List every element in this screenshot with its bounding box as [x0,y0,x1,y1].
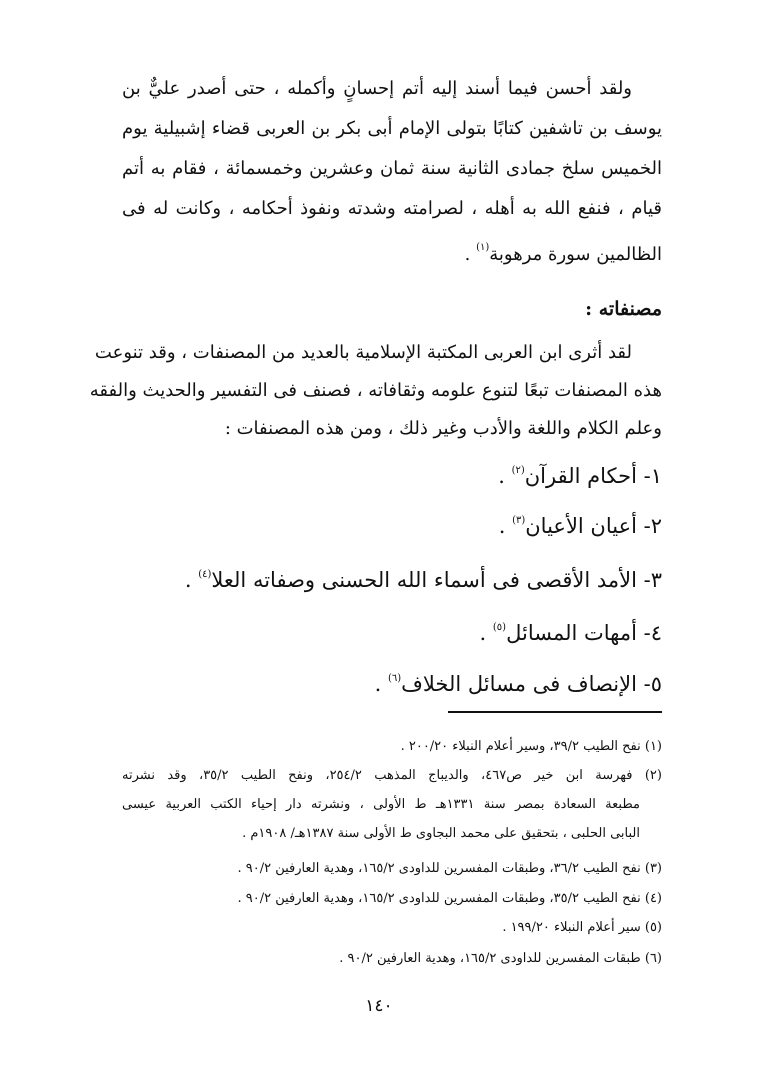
footnote-2-line: البابى الحلبى ، بتحقيق على محمد البجاوى ط الأولى سنة ١٣٨٧هـ/ ١٩٠٨م . [242,826,640,841]
page-number: ١٤٠ [365,996,393,1016]
punctuation: . [374,672,382,696]
footnote-2-line: (٢) فهرسة ابن خير ص٤٦٧، والديباج المذهب ٢٥٤/٢، ونفح الطيب ٣٥/٢، وقد نشرته [122,768,662,783]
footnote-marker: (١) [476,242,490,253]
text-line: قيام ، فنفع الله به أهله ، لصرامته وشدته ونفوذ أحكامه ، وكانت له فى [122,198,662,219]
text-line: لقد أثرى ابن العربى المكتبة الإسلامية بالعديد من المصنفات ، وقد تنوعت [94,342,632,363]
list-item [480,617,662,649]
footnote-separator [448,711,662,713]
text-line: يوسف بن تاشفين كتابًا بتولى الإمام أبى بكر بن العربى قضاء إشبيلية يوم [122,118,662,139]
work-title: ٤- أمهات المسائل [506,621,662,645]
work-title: ٥- الإنصاف فى مسائل الخلاف [401,672,662,696]
work-title: ١- أحكام القرآن [524,464,662,488]
footnote-6: (٦) طبقات المفسرين للداودى ١٦٥/٢، وهدية العارفين ٩٠/٢ . [339,951,662,966]
list-item [185,564,662,596]
list-item [375,668,662,700]
footnote-marker: (٣) [512,515,526,526]
text-line: ولقد أحسن فيما أسند إليه أتم إحسانٍ وأكمله ، حتى أصدر عليٌّ بن [122,78,632,99]
footnote-marker: (٢) [511,465,525,476]
text-fragment: الظالمين سورة مرهوبة [489,244,662,265]
footnote-marker: (٤) [198,569,212,580]
footnote-marker: (٦) [387,673,402,684]
footnote-2-line: مطبعة السعادة بمصر سنة ١٣٣١هـ ط الأولى ، ونشرته دار إحياء الكتب العربية عيسى [122,797,640,812]
text-line: الخميس سلخ جمادى الثانية سنة ثمان وعشرين وخمسمائة ، فقام به أتم [122,158,662,179]
list-item [499,510,662,542]
section-heading: مصنفاته : [585,298,662,320]
footnote-1: (١) نفح الطيب ٣٩/٢، وسير أعلام النبلاء ٢٠٠/٢٠ . [400,739,662,754]
footnote-3: (٣) نفح الطيب ٣٦/٢، وطبقات المفسرين للداودى ١٦٥/٢، وهدية العارفين ٩٠/٢ . [237,861,662,876]
list-item [498,460,662,492]
punctuation: . [184,568,192,592]
punctuation: . [479,621,487,645]
footnote-marker: (٥) [492,622,507,633]
text-line [122,240,662,270]
punctuation: . [498,464,505,488]
work-title: ٣- الأمد الأقصى فى أسماء الله الحسنى وصفاته العلا [211,568,662,592]
work-title: ٢- أعيان الأعيان [525,514,662,538]
footnote-4: (٤) نفح الطيب ٣٥/٢، وطبقات المفسرين للداودى ١٦٥/٢، وهدية العارفين ٩٠/٢ . [237,891,662,906]
footnote-5: (٥) سير أعلام النبلاء ١٩٩/٢٠ . [502,920,662,935]
text-line: هذه المصنفات تبعًا لتنوع علومه وثقافاته ، فصنف فى التفسير والحديث والفقه [89,380,662,401]
text-line: وعلم الكلام واللغة والأدب وغير ذلك ، ومن هذه المصنفات : [224,418,662,439]
punctuation: . [464,244,471,265]
punctuation: . [498,514,506,538]
